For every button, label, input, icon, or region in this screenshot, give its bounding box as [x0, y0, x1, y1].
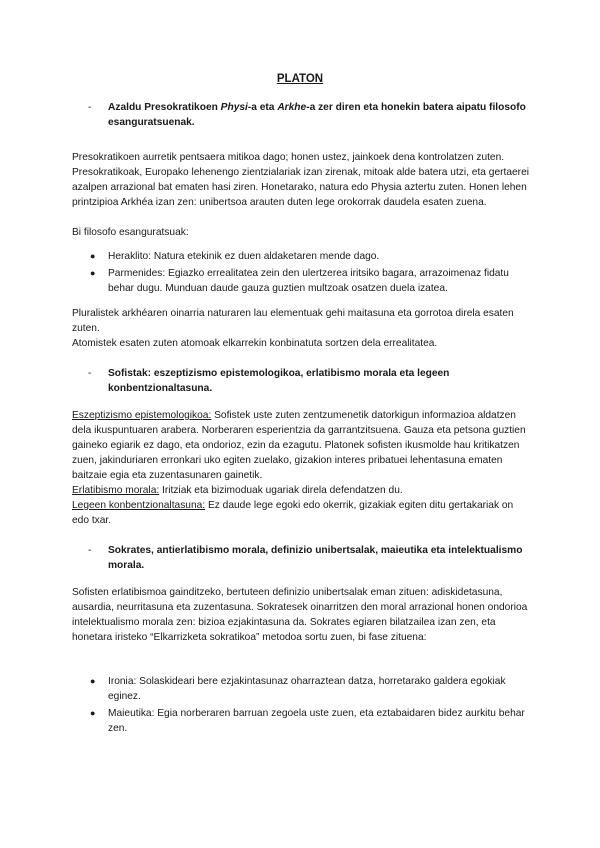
question-3-text: Sokrates, antierlatibismo morala, definizio unibertsalak, maieutika eta intelektualismo morala. [108, 545, 523, 571]
question-1-pre: Azaldu Presokratikoen [108, 102, 221, 113]
term-eszeptizismo-text: Sofistek uste zuten zentzumenetik datorkigun informazioa aldatzen dela ikuspuntuaren arabera. Norberaren esperientzia da garrantzitsuena. Gauza eta petsona guztien gaineko egiarik ez dago, eta ondorioz, ezin da ezagutu. Platonek sofisten ikusmolde hau kritikatzen zuen, jakinduriaren erronkari uko egiten zuelako, gizakion interes pribatuei lehentasuna ematen baitzaie egia eta zuzentasunaren gainetik. [72, 410, 526, 481]
section-1-intro-line: Bi filosofo esanguratsuak: [72, 227, 189, 238]
method-phases-list [90, 674, 530, 738]
question-1-suffix2: -a zer diren eta honekin batera aipatu filosofo esanguratsuenak. [108, 102, 526, 128]
term-legeen: Legeen konbentzionaltasuna: [72, 500, 206, 511]
question-1 [90, 100, 530, 130]
philosophers-list [90, 249, 530, 298]
section-2-body [72, 408, 532, 528]
section-1-paragraph-2-line-2: Atomistek esaten zuten atomoak elkarrekin konbinatuta sortzen dela errealitatea. [72, 338, 438, 349]
question-1-term-physi: Physi [220, 102, 248, 113]
list-item-text: Maieutika: Egia norberaren barruan zegoela uste zuen, eta eztabaidaren bidez aurkitu behar zen. [108, 708, 525, 734]
list-item-text: Heraklito: Natura etekinik ez duen aldaketaren mende dago. [108, 251, 380, 262]
question-dash: - [88, 102, 92, 113]
bullet-icon: ● [90, 268, 96, 278]
term-erlatibismo: Erlatibismo morala: [72, 485, 160, 496]
list-item [90, 266, 530, 296]
bullet-icon: ● [90, 676, 96, 686]
question-dash: - [88, 368, 92, 379]
list-item [90, 706, 530, 736]
section-3-paragraph: Sofisten erlatibismoa gainditzeko, bertuteen definizio unibertsalak eman zituen: adiskidetasuna, ausardia, neurritasuna eta zuzentasuna. Sokratesek oinarritzen den moral arrazional honen ondorioa intelektualismo morala zen: bizioa ezjakintasuna da. Sokrates egiaren bilatzailea izan zen, eta honetara iristeko “Elkarrizketa sokratikoa” metodoa sortu zuen, bi fase zituena: [72, 587, 528, 643]
question-2 [90, 366, 530, 396]
question-3 [90, 543, 530, 573]
bullet-icon: ● [90, 251, 96, 261]
bullet-icon: ● [90, 708, 96, 718]
question-1-suffix1: -a eta [247, 102, 278, 113]
list-item-text: Ironia: Solaskideari bere ezjakintasunaz oharraztean datza, horretarako galdera egokiak eginez. [108, 676, 506, 702]
list-item [90, 674, 530, 704]
question-2-text: Sofistak: eszeptizismo epistemologikoa, erlatibismo morala eta legeen konbentzionaltasuna. [108, 368, 450, 394]
term-legeen-text: Ez daude lege egoki edo okerrik, gizakiak egiten ditu gertakariak on edo txar. [72, 500, 514, 526]
question-1-term-arkhe: Arkhe [277, 102, 307, 113]
question-1-text [108, 100, 530, 130]
page-title: PLATON [276, 73, 324, 85]
section-1-paragraph-2-line-1: Pluralistek arkhéaren oinarria naturaren lau elementuak gehi maitasuna eta gorrotoa direla esaten zuten. [72, 308, 514, 334]
question-dash: - [88, 545, 92, 556]
term-eszeptizismo: Eszeptizismo epistemologikoa: [72, 410, 212, 421]
list-item [90, 249, 530, 264]
section-1-paragraph: Presokratikoen aurretik pentsaera mitikoa dago; honen ustez, jainkoek dena kontrolatzen zuten. Presokratikoak, Europako lehenengo zientzialariak izan zirenak, mitoak alde batera utzi, eta gertaerei azalpen arrazional bat ematen hasi ziren. Honetarako, natura edo Physia aztertu zuten. Honen lehen printzipioa Arkhéa izan zen: unibertsoa arauten duten lege orokorrak daudela esaten zuena. [72, 152, 529, 208]
term-erlatibismo-text: Iritziak eta bizimoduak ugariak direla defendatzen du. [159, 485, 403, 496]
list-item-text: Parmenides: Egiazko errealitatea zein den ulertzerea iritsiko bagara, arrazoimenaz fidatu behar dugu. Munduan daude gauza guztien multzoak osatzen duela izatea. [108, 268, 509, 294]
